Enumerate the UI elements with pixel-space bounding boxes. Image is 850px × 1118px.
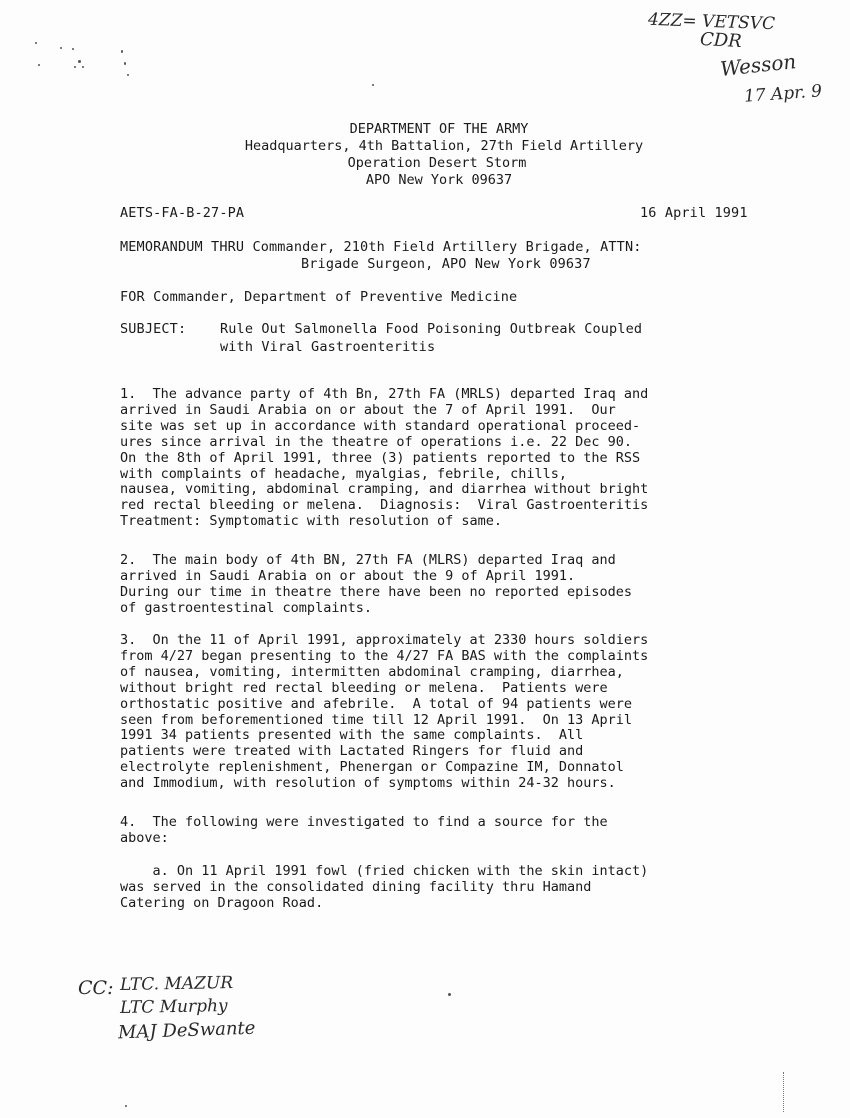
scan-speck — [78, 60, 81, 63]
scan-speck — [82, 66, 84, 68]
handwritten-cc-recipient: MAJ DeSwante — [117, 1017, 256, 1044]
scan-speck — [35, 42, 37, 44]
handwritten-cc-recipient: LTC Murphy — [119, 996, 228, 1018]
letterhead-address: APO New York 09637 — [365, 172, 513, 188]
scan-speck — [60, 47, 62, 49]
subject-text: Rule Out Salmonella Food Poisoning Outbreak Coupled — [220, 321, 643, 337]
handwritten-routing-note: Wesson — [718, 49, 798, 81]
paragraph-3: 3. On the 11 of April 1991, approximately at 2330 hours soldiers from 4/27 began presenting to the 4/27 FA BAS with the complaints of nausea, vomiting, intermitten abdominal cramping, diarrhea, without bright red rectal bleeding or melena. Patients were orthostatic positive and afebrile. A total of 94 patients were seen from beforementioned time till 12 April 1991. On 13 April 1991 34 patients presented with the same complaints. All patients were treated with Lactated Ringers for fluid and electrolyte replenishment, Phenergan or Compazine IM, Donnatol and Immodium, with resolution of symptoms within 24-32 hours. — [120, 632, 649, 792]
handwritten-routing-note: CDR — [699, 28, 743, 53]
paragraph-1: 1. The advance party of 4th Bn, 27th FA (MRLS) departed Iraq and arrived in Saudi Arabia on or about the 7 of April 1991. Our site was set up in accordance with standard operational proceed- ures since arrival in the theatre of operations i.e. 22 Dec 90. On the 8th of April 1991, three (3) patients reported to the RSS with complaints of headache, myalgias, febrile, chills, nausea, vomiting, abdominal cramping, and diarrhea without bright red rectal bleeding or melena. Diagnosis: Viral Gastroenteritis Treatment: Symptomatic with resolution of same. — [120, 386, 649, 530]
letterhead-operation: Operation Desert Storm — [347, 155, 527, 171]
scan-speck — [124, 62, 126, 65]
scan-speck — [74, 66, 76, 68]
memo-thru-line: MEMORANDUM THRU Commander, 210th Field Artillery Brigade, ATTN: — [120, 239, 642, 255]
paragraph-4: 4. The following were investigated to find a source for the above: — [120, 814, 608, 846]
scan-speck — [448, 993, 451, 996]
scan-speck — [38, 64, 40, 66]
scan-margin-mark — [783, 1072, 786, 1112]
paragraph-2: 2. The main body of 4th BN, 27th FA (MLRS) departed Iraq and arrived in Saudi Arabia on or about the 9 of April 1991. During our time in theatre there have been no reported episodes of gastroentestinal complaints. — [120, 552, 633, 616]
memo-thru-line: Brigade Surgeon, APO New York 09637 — [301, 256, 591, 272]
memo-date: 16 April 1991 — [640, 205, 748, 221]
scan-speck — [72, 48, 74, 50]
handwritten-date-note: 17 Apr. 9 — [743, 81, 823, 107]
handwritten-cc-label: CC: — [78, 977, 114, 999]
letterhead-department: DEPARTMENT OF THE ARMY — [349, 121, 529, 137]
office-symbol: AETS-FA-B-27-PA — [120, 205, 245, 221]
subject-text: with Viral Gastroenteritis — [220, 339, 436, 355]
paragraph-4a: a. On 11 April 1991 fowl (fried chicken with the skin intact) was served in the consolidated dining facility thru Hamand Catering on Dragoon Road. — [120, 863, 649, 911]
memo-for-line: FOR Commander, Department of Preventive Medicine — [120, 289, 518, 305]
subject-label: SUBJECT: — [120, 321, 187, 337]
handwritten-routing-note: 4ZZ= VETSVC — [647, 9, 776, 35]
scan-speck — [127, 74, 129, 76]
scan-speck — [372, 84, 374, 86]
scan-speck — [125, 1105, 127, 1107]
handwritten-cc-recipient: LTC. MAZUR — [119, 973, 234, 995]
scan-speck — [121, 50, 123, 53]
letterhead-unit: Headquarters, 4th Battalion, 27th Field Artillery — [244, 138, 644, 154]
